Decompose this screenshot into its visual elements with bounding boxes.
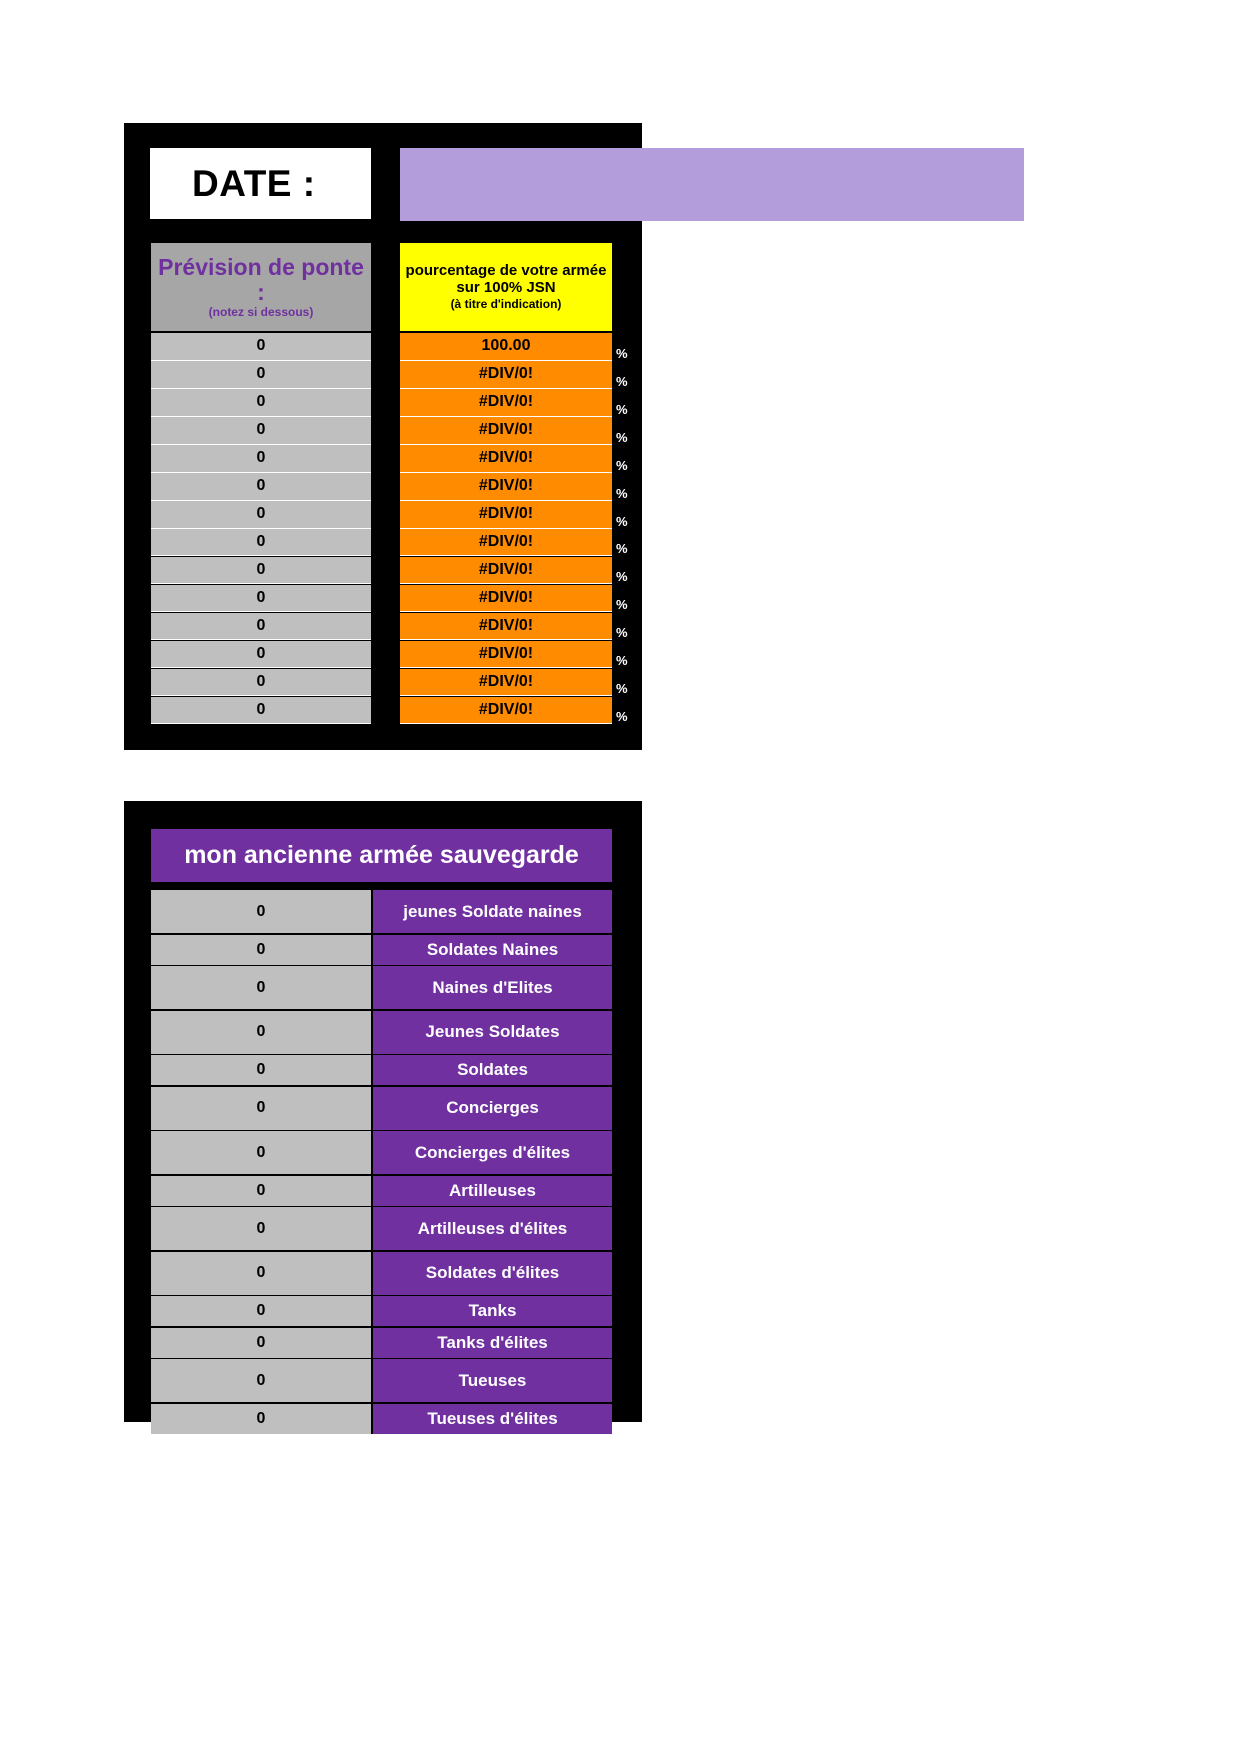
row-spacer	[371, 641, 400, 669]
unit-count-cell[interactable]: 0	[151, 1328, 371, 1358]
list-item	[151, 890, 612, 933]
table-row	[151, 333, 642, 361]
unit-count-cell[interactable]: 0	[151, 1207, 371, 1250]
list-item	[151, 1011, 612, 1054]
percent-symbol: %	[612, 417, 642, 445]
row-spacer	[371, 669, 400, 697]
unit-name-cell: Tanks d'élites	[373, 1328, 612, 1358]
prevision-header	[151, 243, 371, 331]
row-spacer	[371, 557, 400, 585]
table-row	[151, 669, 642, 697]
percent-symbol: %	[612, 585, 642, 613]
list-item	[151, 1404, 612, 1434]
unit-name-cell: Concierges	[373, 1087, 612, 1130]
prevision-rows	[151, 333, 642, 725]
prevision-value-cell[interactable]: 0	[151, 697, 371, 725]
percentage-value-cell: #DIV/0!	[400, 417, 612, 445]
table-row	[151, 389, 642, 417]
row-spacer	[371, 697, 400, 725]
percentage-value-cell: #DIV/0!	[400, 641, 612, 669]
percentage-value-cell: #DIV/0!	[400, 501, 612, 529]
percentage-value-cell: #DIV/0!	[400, 557, 612, 585]
unit-count-cell[interactable]: 0	[151, 935, 371, 965]
unit-count-cell[interactable]: 0	[151, 1404, 371, 1434]
prevision-value-cell[interactable]: 0	[151, 557, 371, 585]
percentage-value-cell: #DIV/0!	[400, 473, 612, 501]
list-item	[151, 1087, 612, 1130]
unit-name-cell: Soldates	[373, 1055, 612, 1085]
percent-symbol: %	[612, 529, 642, 557]
table-row	[151, 501, 642, 529]
list-item	[151, 1176, 612, 1206]
prevision-header-title: Prévision de ponte :	[158, 253, 364, 305]
list-item	[151, 966, 612, 1009]
unit-name-cell: Tueuses d'élites	[373, 1404, 612, 1434]
army-rows	[151, 890, 612, 1435]
table-row	[151, 361, 642, 389]
percent-symbol: %	[612, 641, 642, 669]
prevision-value-cell[interactable]: 0	[151, 585, 371, 613]
percent-symbol: %	[612, 361, 642, 389]
unit-count-cell[interactable]: 0	[151, 890, 371, 933]
list-item	[151, 1131, 612, 1174]
row-spacer	[371, 613, 400, 641]
percent-symbol: %	[612, 389, 642, 417]
list-item	[151, 1328, 612, 1358]
table-row	[151, 613, 642, 641]
percent-symbol: %	[612, 557, 642, 585]
unit-count-cell[interactable]: 0	[151, 1011, 371, 1054]
percentage-value-cell: #DIV/0!	[400, 529, 612, 557]
table-row	[151, 557, 642, 585]
prevision-value-cell[interactable]: 0	[151, 529, 371, 557]
percentage-value-cell: #DIV/0!	[400, 361, 612, 389]
unit-count-cell[interactable]: 0	[151, 1176, 371, 1206]
percentage-value-cell: #DIV/0!	[400, 669, 612, 697]
percent-symbol: %	[612, 697, 642, 725]
prevision-value-cell[interactable]: 0	[151, 473, 371, 501]
table-row	[151, 445, 642, 473]
unit-count-cell[interactable]: 0	[151, 1359, 371, 1402]
unit-name-cell: Artilleuses d'élites	[373, 1207, 612, 1250]
row-spacer	[371, 529, 400, 557]
prevision-header-subtitle: (notez si dessous)	[208, 305, 314, 320]
army-backup-title: mon ancienne armée sauvegarde	[151, 829, 612, 882]
prevision-value-cell[interactable]: 0	[151, 613, 371, 641]
table-row	[151, 585, 642, 613]
prevision-value-cell[interactable]: 0	[151, 501, 371, 529]
percent-symbol: %	[612, 501, 642, 529]
table-row	[151, 473, 642, 501]
unit-count-cell[interactable]: 0	[151, 1296, 371, 1326]
prevision-value-cell[interactable]: 0	[151, 333, 371, 361]
row-spacer	[371, 333, 400, 361]
date-input[interactable]	[400, 148, 1024, 221]
unit-name-cell: Soldates Naines	[373, 935, 612, 965]
percentage-value-cell: #DIV/0!	[400, 697, 612, 725]
unit-count-cell[interactable]: 0	[151, 1131, 371, 1174]
percentage-value-cell: 100.00	[400, 333, 612, 361]
row-spacer	[371, 585, 400, 613]
percent-symbol: %	[612, 333, 642, 361]
row-spacer	[371, 473, 400, 501]
table-row	[151, 417, 642, 445]
list-item	[151, 1207, 612, 1250]
prevision-value-cell[interactable]: 0	[151, 389, 371, 417]
unit-count-cell[interactable]: 0	[151, 1252, 371, 1295]
row-spacer	[371, 389, 400, 417]
percentage-value-cell: #DIV/0!	[400, 445, 612, 473]
table-row	[151, 529, 642, 557]
unit-count-cell[interactable]: 0	[151, 1087, 371, 1130]
list-item	[151, 1296, 612, 1326]
unit-name-cell: jeunes Soldate naines	[373, 890, 612, 933]
unit-name-cell: Artilleuses	[373, 1176, 612, 1206]
row-spacer	[371, 417, 400, 445]
unit-name-cell: Concierges d'élites	[373, 1131, 612, 1174]
unit-name-cell: Tanks	[373, 1296, 612, 1326]
list-item	[151, 1359, 612, 1402]
percentage-header	[400, 243, 612, 331]
unit-count-cell[interactable]: 0	[151, 1055, 371, 1085]
percentage-header-subtitle: (à titre d'indication)	[450, 297, 562, 312]
prevision-value-cell[interactable]: 0	[151, 417, 371, 445]
percent-symbol: %	[612, 473, 642, 501]
list-item	[151, 935, 612, 965]
percentage-value-cell: #DIV/0!	[400, 389, 612, 417]
unit-name-cell: Tueuses	[373, 1359, 612, 1402]
percent-symbol: %	[612, 669, 642, 697]
row-spacer	[371, 445, 400, 473]
percentage-value-cell: #DIV/0!	[400, 613, 612, 641]
percent-symbol: %	[612, 445, 642, 473]
table-row	[151, 697, 642, 725]
list-item	[151, 1055, 612, 1085]
unit-name-cell: Jeunes Soldates	[373, 1011, 612, 1054]
row-spacer	[371, 361, 400, 389]
unit-name-cell: Naines d'Elites	[373, 966, 612, 1009]
table-row	[151, 641, 642, 669]
row-spacer	[371, 501, 400, 529]
date-label: DATE :	[150, 148, 371, 219]
unit-count-cell[interactable]: 0	[151, 966, 371, 1009]
prevision-value-cell[interactable]: 0	[151, 641, 371, 669]
percent-symbol: %	[612, 613, 642, 641]
unit-name-cell: Soldates d'élites	[373, 1252, 612, 1295]
list-item	[151, 1252, 612, 1295]
percentage-value-cell: #DIV/0!	[400, 585, 612, 613]
prevision-value-cell[interactable]: 0	[151, 669, 371, 697]
prevision-value-cell[interactable]: 0	[151, 445, 371, 473]
prevision-value-cell[interactable]: 0	[151, 361, 371, 389]
percentage-header-title: pourcentage de votre armée sur 100% JSN	[405, 261, 607, 296]
